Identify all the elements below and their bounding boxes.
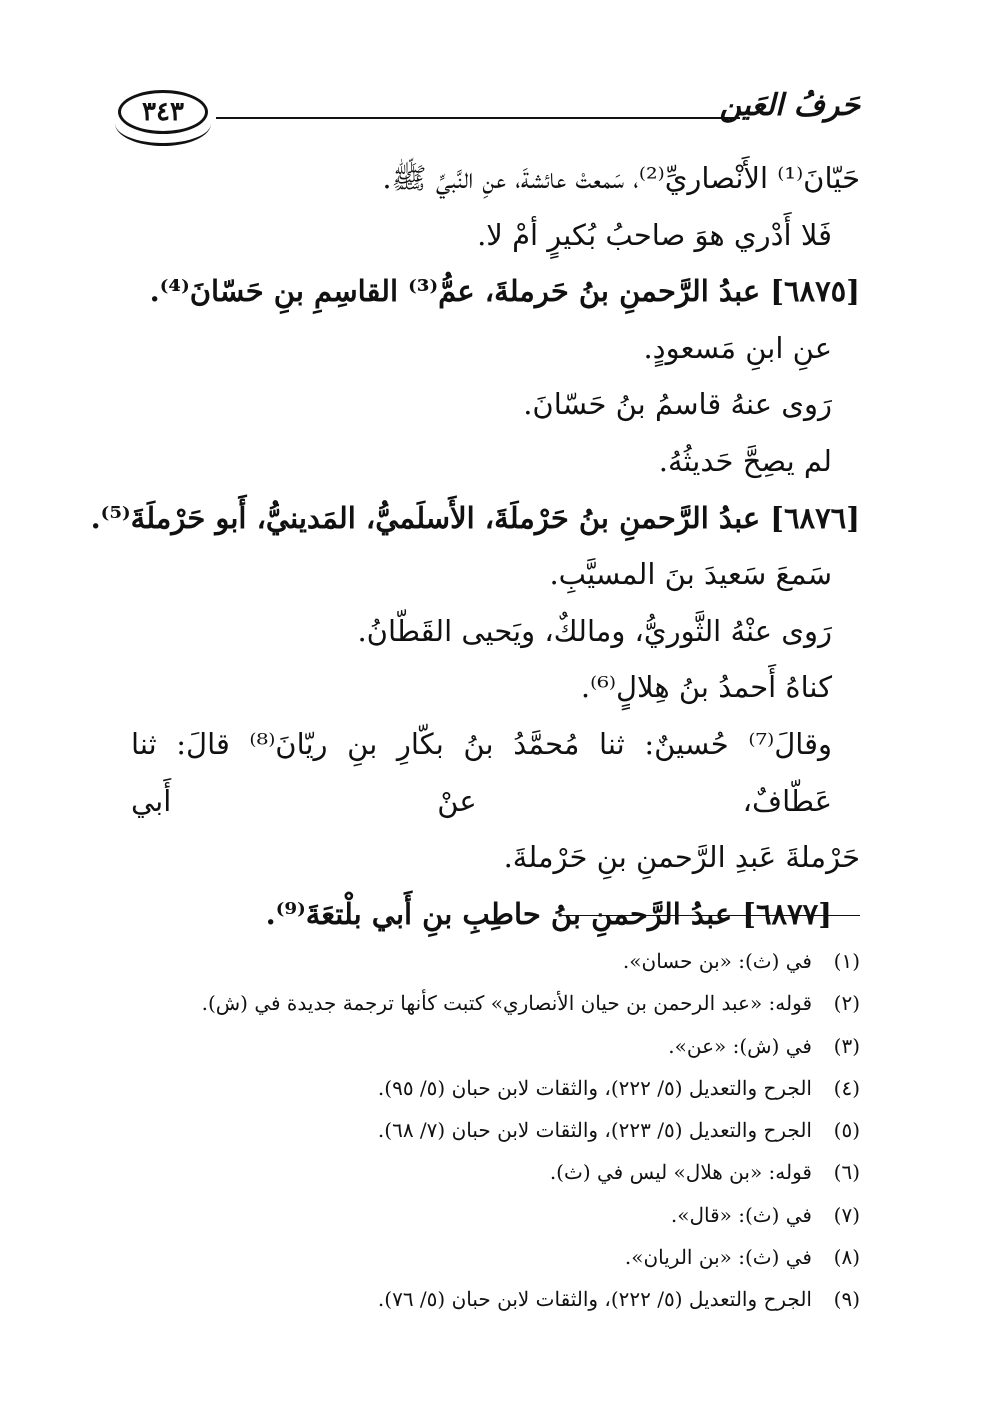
- text-line-11: وقالَ⁽⁷⁾ حُسينٌ: ثنا مُحمَّدُ بنُ بكّارِ بنِ ريّانَ⁽⁸⁾ قالَ: ثنا عَطّافٌ، عنْ أَبي: [131, 726, 832, 818]
- footnote-number: (٦): [833, 1160, 860, 1185]
- footnote-8: [131, 1236, 860, 1278]
- text-line-10: كناهُ أَحمدُ بنُ هِلالٍ⁽⁶⁾.: [580, 670, 832, 705]
- entry-heading-6876: [٦٨٧٦] عبدُ الرَّحمنِ بنُ حَرْملَةَ، الأَسلَميُّ، المَدينيُّ، أَبو حَرْملَةَ⁽⁵⁾.: [90, 500, 860, 535]
- footnote-text: قوله: «بن هلال» ليس في (ث).: [549, 1160, 812, 1185]
- footnote-number: (٢): [833, 991, 860, 1016]
- text-line-2: فَلا أَدْري هوَ صاحبُ بُكيرٍ أمْ لا.: [477, 217, 832, 252]
- text-line-9: رَوى عنْهُ الثَّوريُّ، ومالكٌ، ويَحيى القَطّانُ.: [357, 613, 832, 648]
- footnote-number: (٤): [833, 1075, 860, 1100]
- page-header: [118, 84, 860, 144]
- text-line-4: عنِ ابنِ مَسعودٍ.: [643, 330, 832, 365]
- text-line-1: حَيّانَ⁽¹⁾ الأَنْصاريِّ⁽²⁾، سَمعتْ عائشةَ، عنِ النَّبيِّ ﷺ.: [382, 161, 860, 195]
- text-line-12: حَرْملةَ عَبدِ الرَّحمنِ بنِ حَرْملةَ.: [503, 840, 860, 875]
- footnote-number: (٣): [833, 1033, 860, 1058]
- footnote-number: (٧): [833, 1202, 860, 1227]
- entry-heading-6875: [٦٨٧٥] عبدُ الرَّحمنِ بنُ حَرملةَ، عمُّ⁽³⁾ القاسِمِ بنِ حَسّانَ⁽⁴⁾.: [149, 274, 860, 309]
- text-line-5: رَوى عنهُ قاسمُ بنُ حَسّانَ.: [523, 387, 832, 422]
- footnote-text: الجرح والتعديل (٥/ ٢٢٣)، والثقات لابن حبان (٧/ ٦٨).: [377, 1118, 812, 1143]
- footnote-3: [131, 1025, 860, 1067]
- footnote-text: في (ث): «بن الريان».: [624, 1245, 812, 1270]
- footnote-7: [131, 1194, 860, 1236]
- footnote-text: في (ش): «عن».: [668, 1033, 812, 1058]
- footnote-text: في (ث): «بن حسان».: [622, 949, 812, 973]
- main-text: [90, 150, 860, 942]
- footnote-1: [131, 940, 860, 982]
- footnote-6: [131, 1151, 860, 1193]
- footnote-text: قوله: «عبد الرحمن بن حيان الأنصاري» كتبت كأنها ترجمة جديدة في (ش).: [201, 991, 812, 1016]
- footnote-number: (٨): [833, 1245, 860, 1270]
- footnote-number: (٩): [833, 1287, 860, 1312]
- footnote-text: في (ث): «قال».: [670, 1202, 812, 1227]
- footnote-5: [131, 1109, 860, 1151]
- footnote-number: (١): [833, 949, 860, 973]
- footnote-text: الجرح والتعديل (٥/ ٢٢٢)، والثقات لابن حبان (٥/ ٧٦).: [377, 1287, 812, 1312]
- footnote-text: الجرح والتعديل (٥/ ٢٢٢)، والثقات لابن حبان (٥/ ٩٥).: [377, 1075, 812, 1100]
- footnote-2: [131, 982, 860, 1024]
- header-rule: [216, 117, 740, 119]
- footnote-number: (٥): [833, 1118, 860, 1143]
- page-number: ٣٤٣: [142, 97, 184, 127]
- footnote-4: [131, 1067, 860, 1109]
- text-line-6: لم يصِحَّ حَديثُهُ.: [658, 443, 832, 478]
- text-line-8: سَمعَ سَعيدَ بنَ المسيَّبِ.: [549, 557, 832, 592]
- footnote-9: [131, 1278, 860, 1320]
- footnote-separator: [560, 915, 860, 916]
- page-number-badge: [118, 90, 208, 134]
- footnotes: [131, 940, 860, 1321]
- entry-heading-6877: [٦٨٧٧] عبدُ الرَّحمنِ بنُ حاطِبِ بنِ أَبي بلْتعَةَ⁽⁹⁾.: [265, 896, 832, 931]
- running-head-title: حَرفُ العَين: [719, 88, 860, 123]
